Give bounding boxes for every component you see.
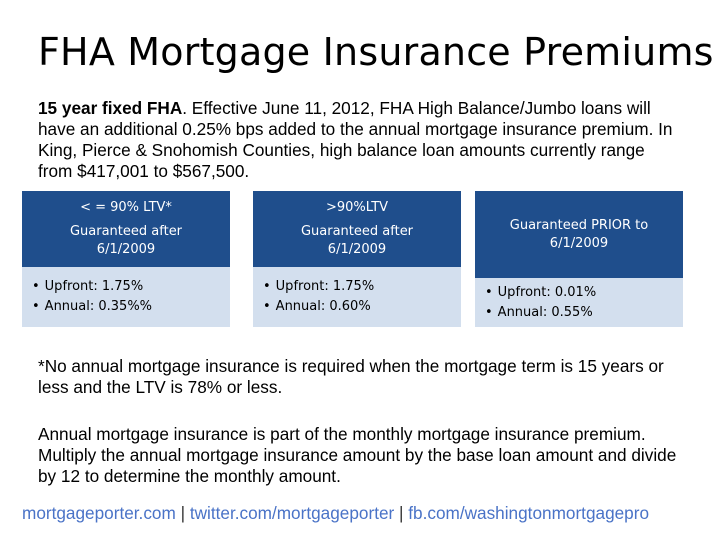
card-body <box>22 267 230 327</box>
monthly-calculation-note: Annual mortgage insurance is part of the monthly mortgage insurance premium. Multiply the annual mortgage insurance amount by the base loan amount and divide by 12 to determine the monthly amount. <box>38 424 677 486</box>
card-header-line1: < = 90% LTV* <box>80 200 172 215</box>
intro-bold-lead: 15 year fixed FHA <box>38 98 183 118</box>
footer-links <box>22 503 649 524</box>
card-header-line3: 6/1/2009 <box>96 242 156 257</box>
card-header-line2: 6/1/2009 <box>549 235 609 251</box>
premium-card-ltv-90-or-less <box>22 191 230 327</box>
upfront-rate: • Upfront: 0.01% <box>485 283 673 303</box>
annual-rate: • Annual: 0.35%% <box>32 297 220 317</box>
card-header-line3: 6/1/2009 <box>327 242 387 257</box>
card-header <box>253 191 461 267</box>
upfront-rate: • Upfront: 1.75% <box>32 277 220 297</box>
twitter-link[interactable]: twitter.com/mortgageporter <box>189 503 395 523</box>
card-header <box>475 191 683 278</box>
premium-card-prior-2009 <box>475 191 683 327</box>
ltv-footnote: *No annual mortgage insurance is required when the mortgage term is 15 years or less and the LTV is 78% or less. <box>38 356 664 397</box>
facebook-link[interactable]: fb.com/washingtonmortgagepro <box>408 503 650 523</box>
card-header-line2: Guaranteed after <box>69 224 183 239</box>
separator: | <box>175 503 190 523</box>
card-header-line2: Guaranteed after <box>300 224 414 239</box>
upfront-rate: • Upfront: 1.75% <box>263 277 451 297</box>
card-header-line1: >90%LTV <box>325 200 389 215</box>
card-body <box>253 267 461 327</box>
card-header-line1: Guaranteed PRIOR to <box>509 217 649 233</box>
slide-title: FHA Mortgage Insurance Premiums <box>38 30 714 74</box>
card-body <box>475 278 683 327</box>
premium-card-ltv-over-90 <box>253 191 461 327</box>
annual-rate: • Annual: 0.60% <box>263 297 451 317</box>
website-link[interactable]: mortgageporter.com <box>22 503 176 523</box>
card-header <box>22 191 230 267</box>
separator: | <box>394 503 409 523</box>
annual-rate: • Annual: 0.55% <box>485 303 673 323</box>
intro-paragraph <box>38 98 678 182</box>
intro-text: . Effective June 11, 2012, FHA High Balance/Jumbo loans will have an additional 0.25% bps added to the annual mortgage insurance premium. In King, Pierce & Snohomish Counties, high balance loan amounts currently range from $417,001 to $567,500. <box>38 98 673 181</box>
